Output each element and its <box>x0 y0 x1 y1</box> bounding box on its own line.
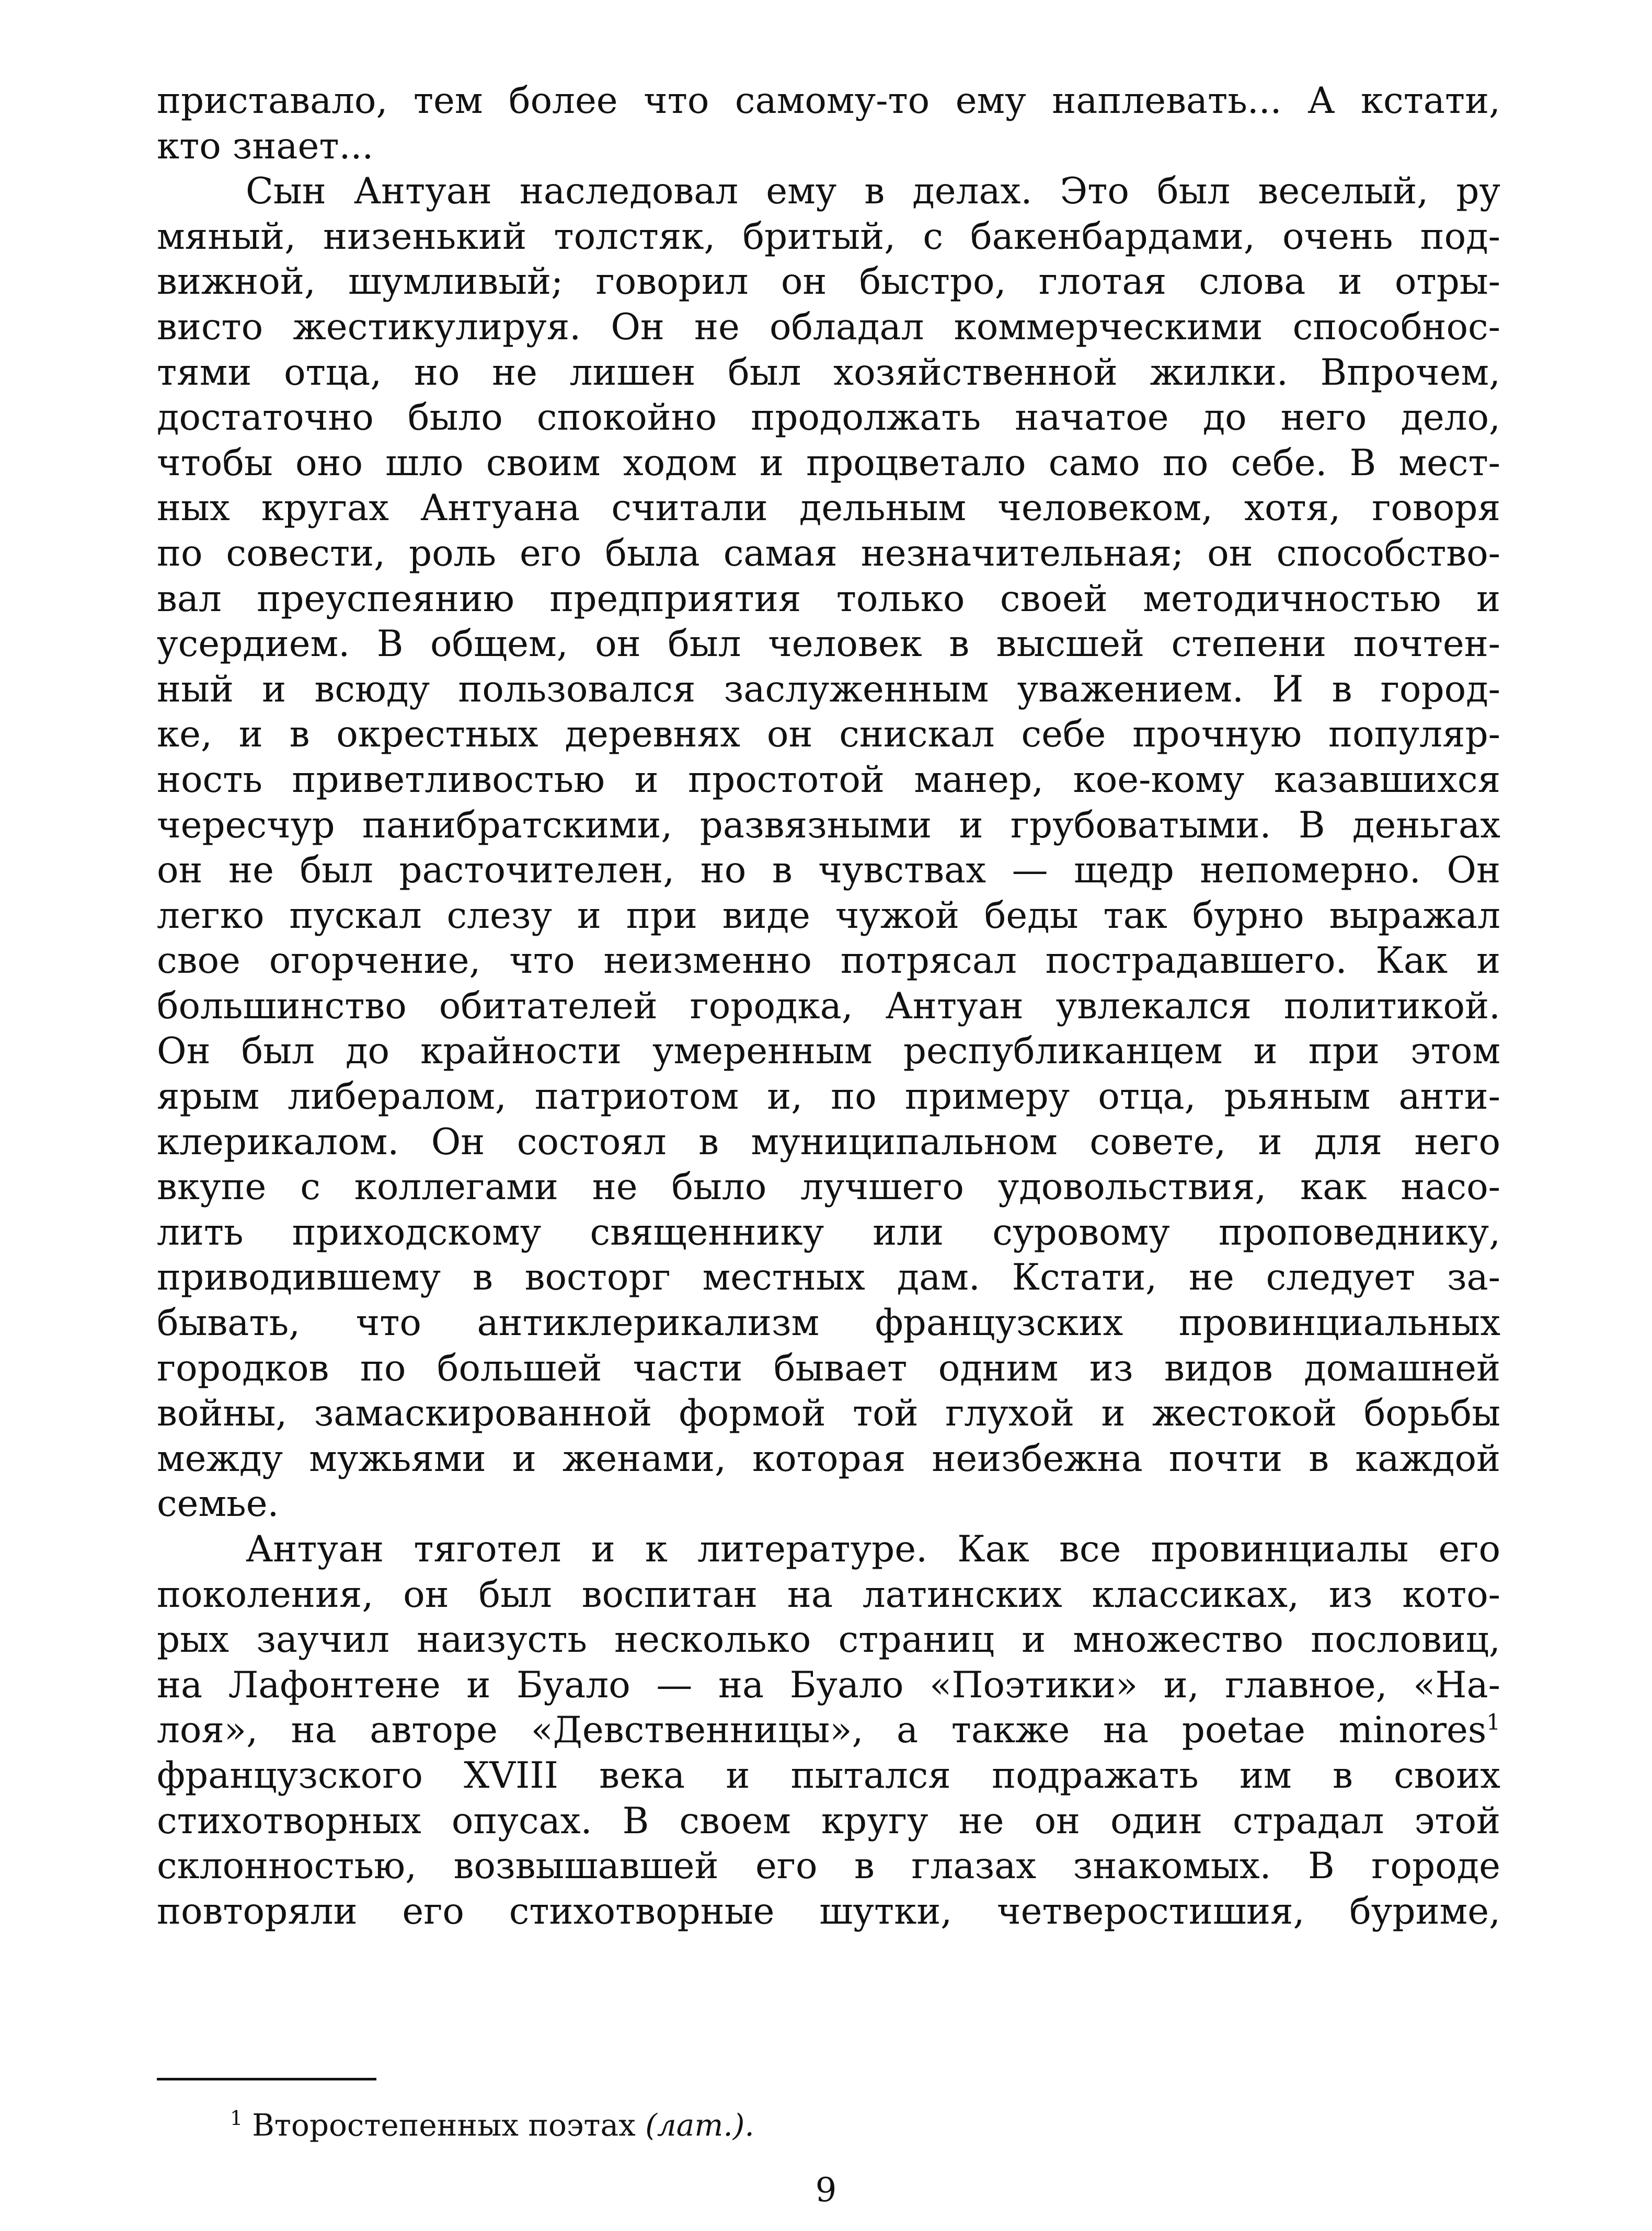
text-line: по совести, роль его была самая незначительная; он способство- <box>157 532 1500 574</box>
text-line: усердием. В общем, он был человек в высшей степени почтен- <box>157 623 1500 665</box>
text-line: ных кругах Антуана считали дельным человеком, хотя, говоря <box>157 487 1500 530</box>
text-line: французского XVIII века и пытался подражать им в своих <box>157 1754 1500 1797</box>
text-line: он не был расточителен, но в чувствах — щедр непомерно. Он <box>157 849 1500 892</box>
text-line: чересчур панибратскими, развязными и грубоватыми. В деньгах <box>157 804 1500 846</box>
text-line: Сын Антуан наследовал ему в делах. Это был веселый, ру <box>246 170 1500 213</box>
text-line: лить приходскому священнику или суровому проповеднику, <box>157 1211 1500 1254</box>
text-line: вал преуспеянию предприятия только своей методичностью и <box>157 578 1500 620</box>
footnote-language-note: (лат.). <box>645 2107 754 2143</box>
text-line: семье. <box>157 1483 279 1525</box>
footnote-divider <box>157 2078 376 2080</box>
text-line: достаточно было спокойно продолжать начатое до него дело, <box>157 397 1500 439</box>
text-line: висто жестикулируя. Он не обладал коммерческими способнос- <box>157 306 1500 348</box>
text-line: вкупе с коллегами не было лучшего удовольствия, как насо- <box>157 1166 1500 1209</box>
text-line: стихотворных опусах. В своем кругу не он один страдал этой <box>157 1800 1500 1842</box>
text-line: городков по большей части бывает одним из видов домашней <box>157 1347 1500 1389</box>
text-line: вижной, шумливый; говорил он быстро, глотая слова и отры- <box>157 261 1500 303</box>
text-line: мяный, низенький толстяк, бритый, с бакенбардами, очень под- <box>157 215 1500 258</box>
text-line: ярым либералом, патриотом и, по примеру отца, рьяным анти- <box>157 1076 1500 1118</box>
text-line: большинство обитателей городка, Антуан увлекался политикой. <box>157 985 1500 1027</box>
text-line: легко пускал слезу и при виде чужой беды так бурно выражал <box>157 894 1500 937</box>
page-number: 9 <box>815 2171 837 2210</box>
text-line: войны, замаскированной формой той глухой и жестокой борьбы <box>157 1393 1500 1435</box>
text-line: ке, и в окрестных деревнях он снискал себе прочную популяр- <box>157 714 1500 756</box>
text-line: Он был до крайности умеренным республиканцем и при этом <box>157 1030 1500 1073</box>
text-line: между мужьями и женами, которая неизбежна почти в каждой <box>157 1438 1500 1480</box>
text-line: тями отца, но не лишен был хозяйственной жилки. Впрочем, <box>157 351 1500 394</box>
text-line: повторяли его стихотворные шутки, четверостишия, буриме, <box>157 1890 1500 1933</box>
text-line: приводившему в восторг местных дам. Кстати, не следует за- <box>157 1257 1500 1299</box>
text-line: кто знает... <box>157 125 374 167</box>
footnote <box>230 2097 754 2146</box>
text-line: на Лафонтене и Буало — на Буало «Поэтики» и, главное, «На- <box>157 1664 1500 1706</box>
text-line: бывать, что антиклерикализм французских провинциальных <box>157 1302 1500 1344</box>
text-line: чтобы оно шло своим ходом и процветало само по себе. В мест- <box>157 442 1500 484</box>
text-line: клерикалом. Он состоял в муниципальном совете, и для него <box>157 1121 1500 1163</box>
text-line: Антуан тяготел и к литературе. Как все провинциалы его <box>246 1528 1500 1570</box>
footnote-text: Второстепенных поэтах <box>252 2107 636 2143</box>
text-line: ность приветливостью и простотой манер, кое-кому казавшихся <box>157 758 1500 801</box>
footnote-reference[interactable]: 1 <box>1486 1709 1500 1735</box>
footnote-mark: 1 <box>230 2107 243 2130</box>
text-line: приставало, тем более что самому-то ему наплевать... А кстати, <box>157 80 1500 122</box>
text-line: склонностью, возвышавшей его в глазах знакомых. В городе <box>157 1845 1500 1888</box>
text-line: лоя», на авторе «Девственницы», а также на poetae minores <box>157 1709 1487 1752</box>
text-line: ный и всюду пользовался заслуженным уважением. И в город- <box>157 668 1500 710</box>
body-text <box>157 78 1500 1934</box>
text-line: свое огорчение, что неизменно потрясал пострадавшего. Как и <box>157 940 1500 982</box>
text-line: рых заучил наизусть несколько страниц и множество пословиц, <box>157 1619 1500 1661</box>
text-line: поколения, он был воспитан на латинских классиках, из кото- <box>157 1573 1500 1616</box>
text-line-with-footnote-ref <box>157 1708 1500 1753</box>
